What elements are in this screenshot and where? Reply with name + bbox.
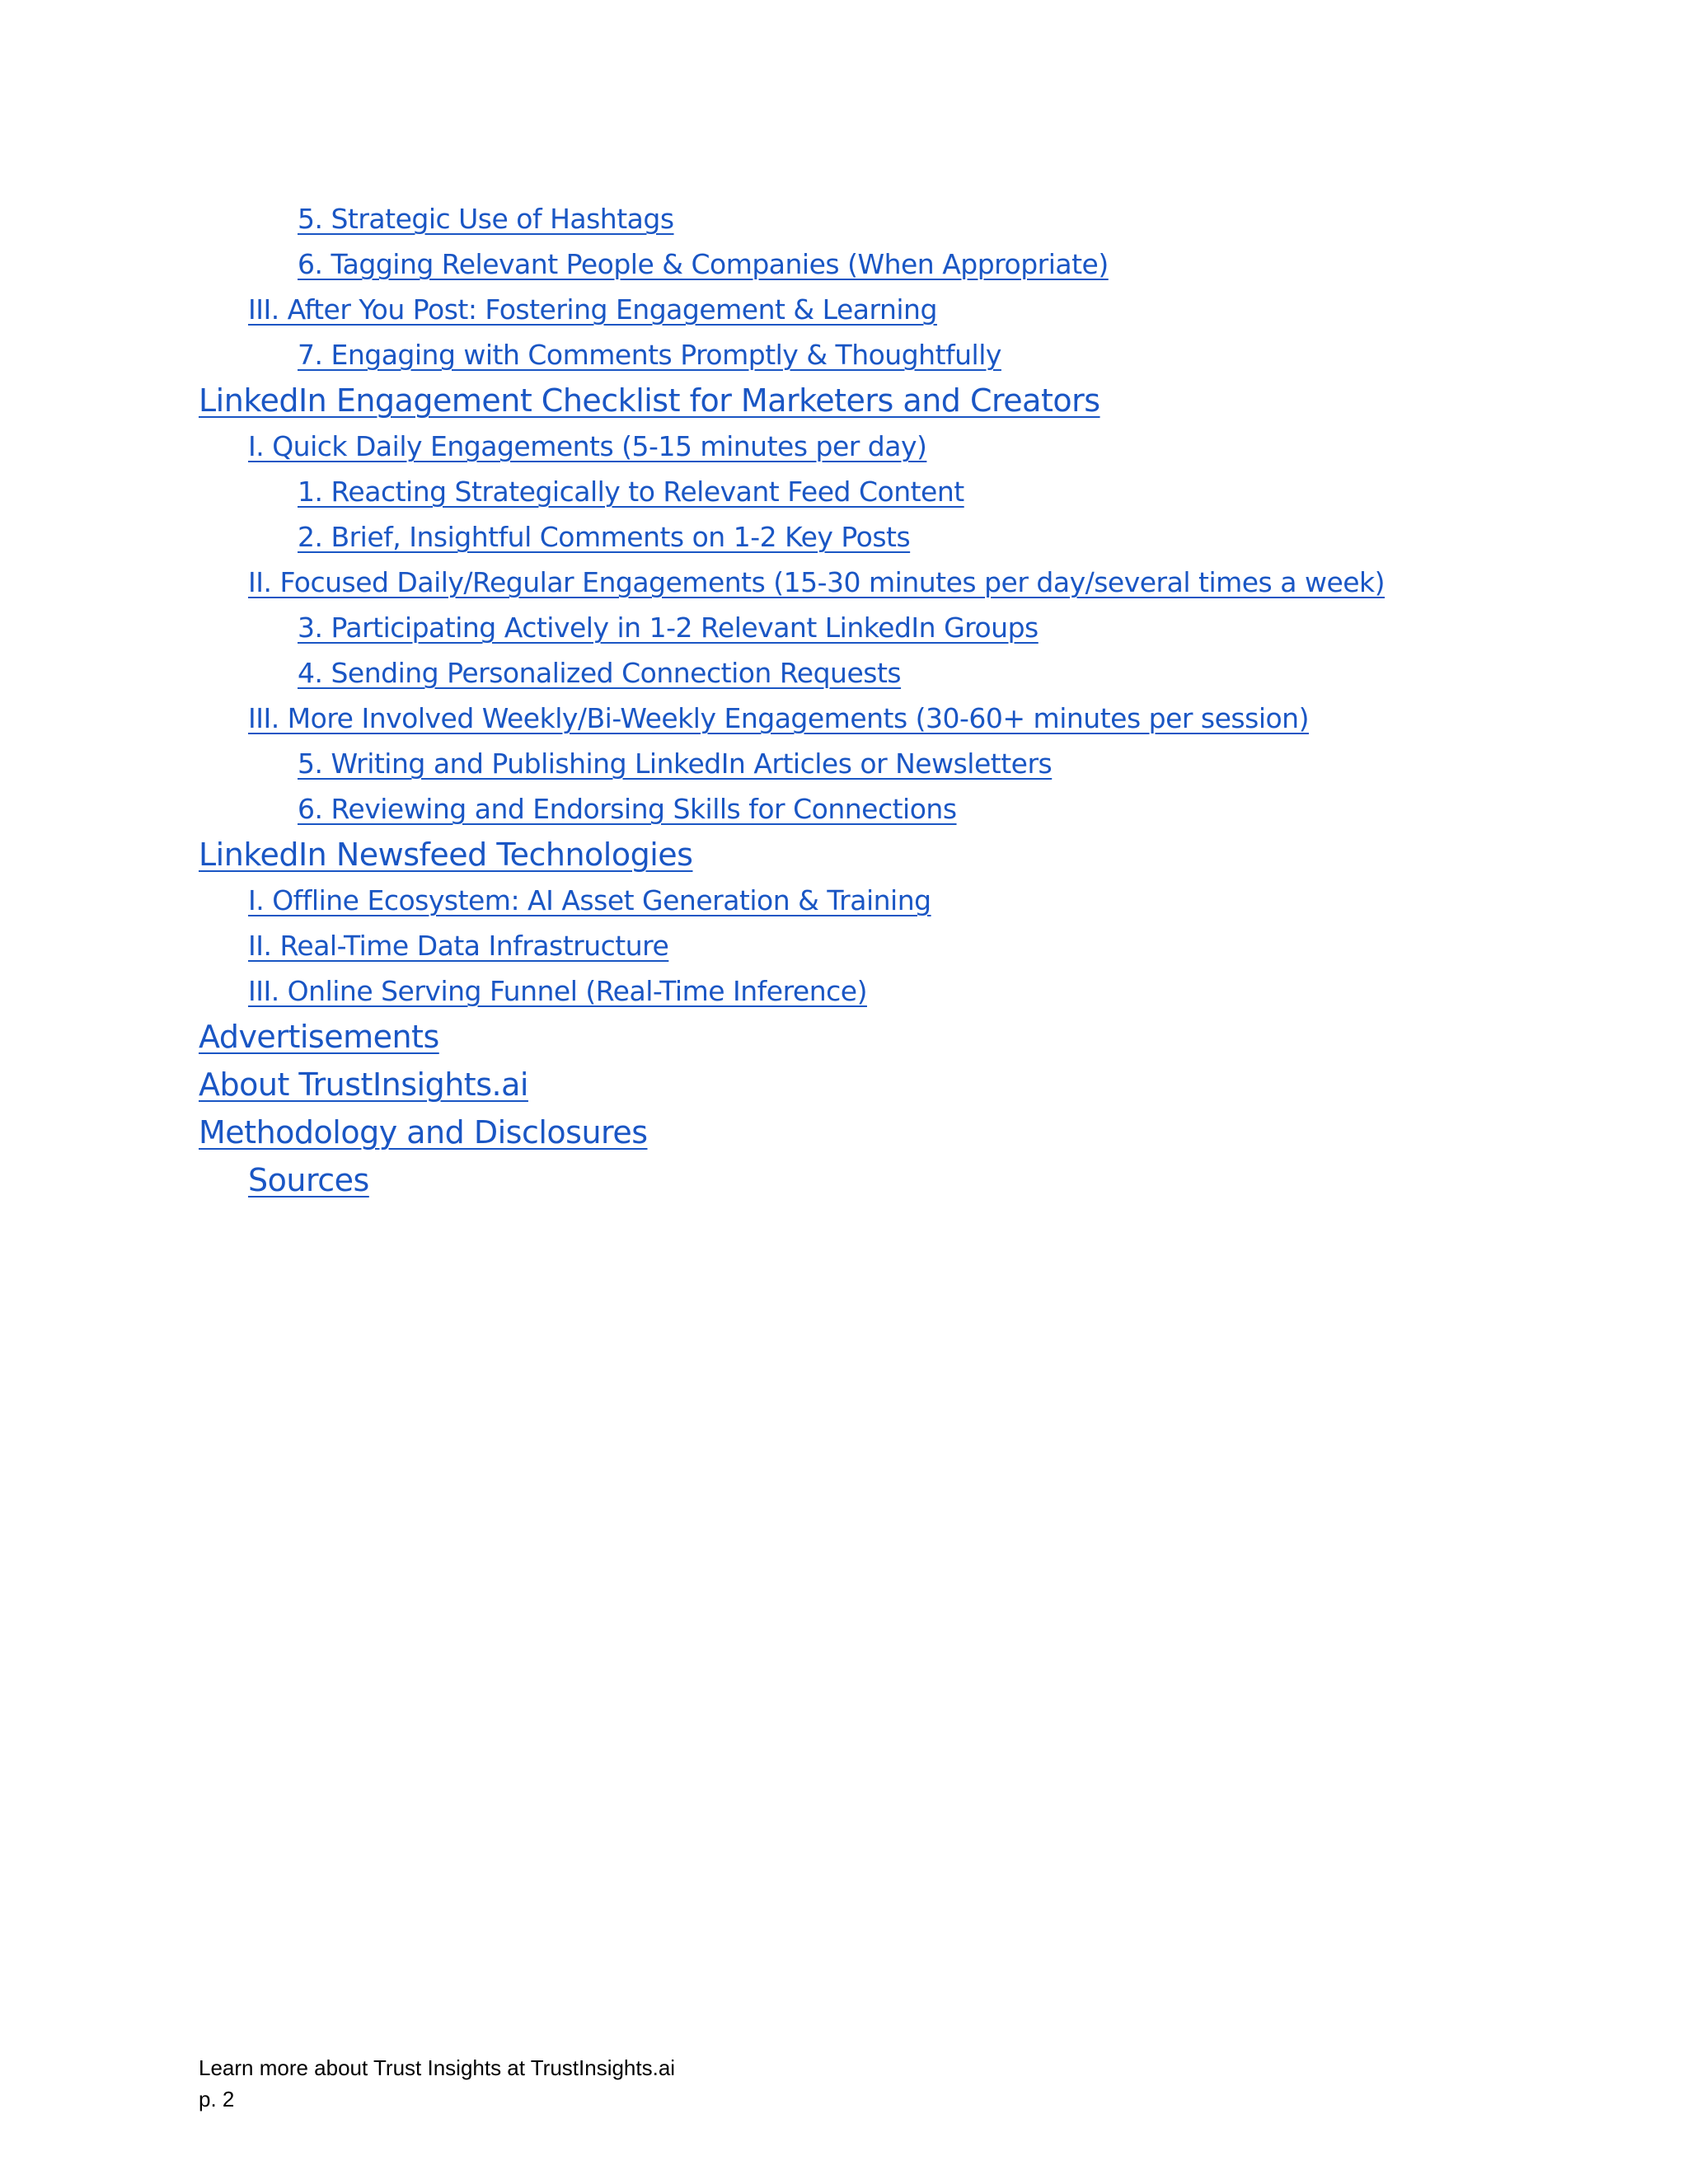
toc-link-brief-comments[interactable]: 2. Brief, Insightful Comments on 1-2 Key Posts bbox=[298, 521, 911, 553]
toc-link-focused-daily[interactable]: II. Focused Daily/Regular Engagements (15-30 minutes per day/several times a week) bbox=[248, 566, 1386, 598]
toc-link-quick-daily[interactable]: I. Quick Daily Engagements (5-15 minutes per day) bbox=[248, 430, 927, 462]
toc-link-reacting-strategically[interactable]: 1. Reacting Strategically to Relevant Feed Content bbox=[298, 476, 964, 508]
footer-tagline: Learn more about Trust Insights at TrustInsights.ai bbox=[199, 2055, 676, 2080]
toc-link-realtime-data[interactable]: II. Real-Time Data Infrastructure bbox=[248, 930, 669, 962]
toc-link-strategic-hashtags[interactable]: 5. Strategic Use of Hashtags bbox=[298, 203, 674, 235]
toc-link-articles-newsletters[interactable]: 5. Writing and Publishing LinkedIn Articles or Newsletters bbox=[298, 748, 1053, 780]
toc-link-sources[interactable]: Sources bbox=[248, 1162, 369, 1198]
toc-link-advertisements[interactable]: Advertisements bbox=[199, 1019, 439, 1055]
toc-link-weekly-engagements[interactable]: III. More Involved Weekly/Bi-Weekly Engagements (30-60+ minutes per session) bbox=[248, 702, 1309, 734]
toc-link-after-you-post[interactable]: III. After You Post: Fostering Engagement & Learning bbox=[248, 293, 937, 326]
toc-link-engagement-checklist[interactable]: LinkedIn Engagement Checklist for Marketers and Creators bbox=[199, 382, 1100, 419]
page-footer bbox=[199, 2052, 675, 2115]
toc-link-online-serving[interactable]: III. Online Serving Funnel (Real-Time Inference) bbox=[248, 975, 867, 1007]
toc-link-tagging-people[interactable]: 6. Tagging Relevant People & Companies (When Appropriate) bbox=[298, 248, 1109, 280]
toc-link-methodology[interactable]: Methodology and Disclosures bbox=[199, 1114, 648, 1151]
toc-link-newsfeed-technologies[interactable]: LinkedIn Newsfeed Technologies bbox=[199, 837, 693, 873]
toc-link-linkedin-groups[interactable]: 3. Participating Actively in 1-2 Relevant LinkedIn Groups bbox=[298, 612, 1039, 644]
page-number: p. 2 bbox=[199, 2087, 235, 2111]
toc-link-about-trustinsights[interactable]: About TrustInsights.ai bbox=[199, 1066, 528, 1103]
toc-link-endorsing-skills[interactable]: 6. Reviewing and Endorsing Skills for Connections bbox=[298, 793, 957, 825]
toc-link-connection-requests[interactable]: 4. Sending Personalized Connection Requests bbox=[298, 657, 902, 689]
toc-link-engaging-comments[interactable]: 7. Engaging with Comments Promptly & Thoughtfully bbox=[298, 339, 1001, 371]
toc-link-offline-ecosystem[interactable]: I. Offline Ecosystem: AI Asset Generation & Training bbox=[248, 884, 931, 916]
